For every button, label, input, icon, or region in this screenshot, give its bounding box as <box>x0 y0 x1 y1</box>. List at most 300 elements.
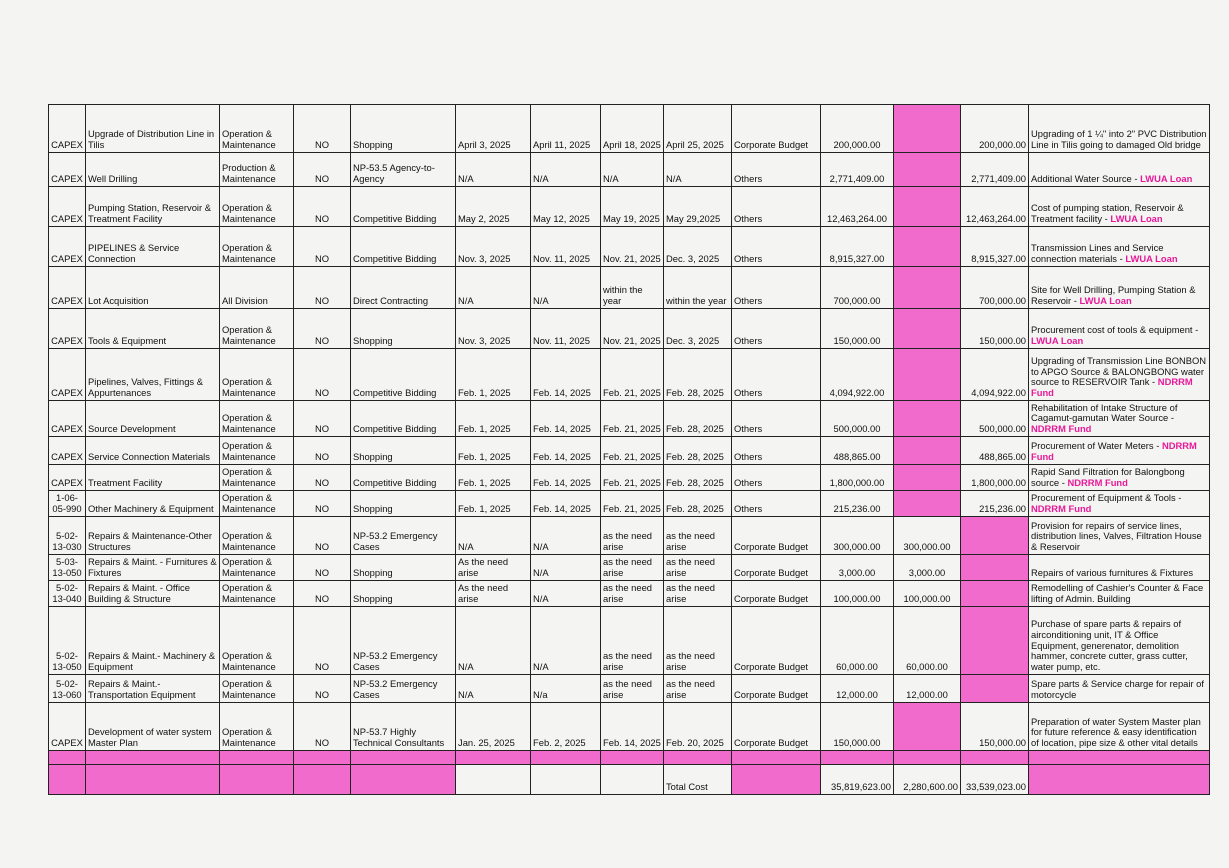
account-code-cell: CAPEX <box>49 227 86 267</box>
bid-opening-date-cell: Feb. 14, 2025 <box>531 465 601 491</box>
advertisement-date-cell: Feb. 1, 2025 <box>456 465 531 491</box>
table-row <box>49 227 1210 267</box>
co-cell: 4,094,922.00 <box>961 349 1029 401</box>
blank-cell <box>86 765 220 795</box>
posting-cell: NO <box>294 267 351 309</box>
project-cell: Tools & Equipment <box>86 309 220 349</box>
advertisement-date-cell: N/A <box>456 675 531 703</box>
notice-of-award-cell: as the need arise <box>601 517 664 555</box>
notice-of-award-cell: as the need arise <box>601 581 664 607</box>
end-user-cell: Operation & Maintenance <box>220 465 294 491</box>
total-budget-cell: 200,000.00 <box>821 105 894 153</box>
table-row <box>49 349 1210 401</box>
contract-signing-cell: as the need arise <box>664 581 732 607</box>
co-cell: 8,915,327.00 <box>961 227 1029 267</box>
source-of-funds-cell: Corporate Budget <box>732 607 821 675</box>
remarks-text: Rapid Sand Filtration for Balongbong source - <box>1031 466 1185 489</box>
spacer-cell <box>86 751 220 765</box>
mooe-cell <box>894 267 961 309</box>
total-budget-cell: 215,236.00 <box>821 491 894 517</box>
project-cell: Development of water system Master Plan <box>86 703 220 751</box>
bid-opening-date-cell: N/A <box>531 153 601 187</box>
total-budget-cell: 488,865.00 <box>821 437 894 465</box>
posting-cell: NO <box>294 227 351 267</box>
procurement-mode-cell: Shopping <box>351 309 456 349</box>
advertisement-date-cell: Feb. 1, 2025 <box>456 349 531 401</box>
spacer-cell <box>1029 751 1210 765</box>
spacer-cell <box>531 751 601 765</box>
blank-cell <box>732 765 821 795</box>
remarks-text: Transmission Lines and Service connection materials - <box>1031 242 1164 265</box>
table-row <box>49 517 1210 555</box>
remarks-text: Cost of pumping station, Reservoir & Treatment facility - <box>1031 202 1184 225</box>
grand-total-cell: 35,819,623.00 <box>821 765 894 795</box>
remarks-text: Remodelling of Cashier's Counter & Face lifting of Admin. Building <box>1031 582 1204 605</box>
total-budget-cell: 60,000.00 <box>821 607 894 675</box>
spacer-cell <box>732 751 821 765</box>
remarks-cell <box>1029 227 1210 267</box>
end-user-cell: Operation & Maintenance <box>220 227 294 267</box>
fund-source-highlight: LWUA Loan <box>1140 173 1193 185</box>
procurement-mode-cell: NP-53.2 Emergency Cases <box>351 517 456 555</box>
blank-cell <box>601 765 664 795</box>
posting-cell: NO <box>294 607 351 675</box>
co-cell: 150,000.00 <box>961 309 1029 349</box>
end-user-cell: Operation & Maintenance <box>220 105 294 153</box>
procurement-mode-cell: NP-53.2 Emergency Cases <box>351 675 456 703</box>
mooe-cell <box>894 437 961 465</box>
project-cell: PIPELINES & Service Connection <box>86 227 220 267</box>
notice-of-award-cell: May 19, 2025 <box>601 187 664 227</box>
co-cell: 500,000.00 <box>961 401 1029 437</box>
contract-signing-cell: as the need arise <box>664 607 732 675</box>
mooe-cell <box>894 401 961 437</box>
source-of-funds-cell: Others <box>732 227 821 267</box>
notice-of-award-cell: Nov. 21, 2025 <box>601 309 664 349</box>
end-user-cell: Operation & Maintenance <box>220 675 294 703</box>
end-user-cell: Operation & Maintenance <box>220 581 294 607</box>
posting-cell: NO <box>294 581 351 607</box>
remarks-cell <box>1029 267 1210 309</box>
end-user-cell: Operation & Maintenance <box>220 555 294 581</box>
remarks-cell <box>1029 607 1210 675</box>
source-of-funds-cell: Corporate Budget <box>732 105 821 153</box>
source-of-funds-cell: Corporate Budget <box>732 703 821 751</box>
end-user-cell: All Division <box>220 267 294 309</box>
bid-opening-date-cell: May 12, 2025 <box>531 187 601 227</box>
source-of-funds-cell: Others <box>732 187 821 227</box>
co-cell: 150,000.00 <box>961 703 1029 751</box>
co-cell: 700,000.00 <box>961 267 1029 309</box>
remarks-cell <box>1029 491 1210 517</box>
fund-source-highlight: LWUA Loan <box>1031 335 1084 347</box>
remarks-cell <box>1029 703 1210 751</box>
contract-signing-cell: Dec. 3, 2025 <box>664 309 732 349</box>
procurement-mode-cell: Direct Contracting <box>351 267 456 309</box>
project-cell: Repairs & Maint.- Machinery & Equipment <box>86 607 220 675</box>
account-code-cell: CAPEX <box>49 349 86 401</box>
remarks-cell <box>1029 401 1210 437</box>
advertisement-date-cell: Nov. 3, 2025 <box>456 227 531 267</box>
blank-cell <box>1029 765 1210 795</box>
co-cell: 12,463,264.00 <box>961 187 1029 227</box>
project-cell: Treatment Facility <box>86 465 220 491</box>
table-row <box>49 607 1210 675</box>
blank-cell <box>456 765 531 795</box>
total-budget-cell: 1,800,000.00 <box>821 465 894 491</box>
procurement-mode-cell: Shopping <box>351 555 456 581</box>
project-cell: Well Drilling <box>86 153 220 187</box>
spacer-cell <box>601 751 664 765</box>
total-budget-cell: 4,094,922.00 <box>821 349 894 401</box>
mooe-cell <box>894 349 961 401</box>
bid-opening-date-cell: N/A <box>531 267 601 309</box>
posting-cell: NO <box>294 349 351 401</box>
spacer-cell <box>821 751 894 765</box>
bid-opening-date-cell: April 11, 2025 <box>531 105 601 153</box>
notice-of-award-cell: as the need arise <box>601 675 664 703</box>
end-user-cell: Operation & Maintenance <box>220 491 294 517</box>
bid-opening-date-cell: N/A <box>531 555 601 581</box>
account-code-cell: CAPEX <box>49 401 86 437</box>
notice-of-award-cell: as the need arise <box>601 607 664 675</box>
project-cell: Service Connection Materials <box>86 437 220 465</box>
procurement-mode-cell: Shopping <box>351 491 456 517</box>
source-of-funds-cell: Corporate Budget <box>732 675 821 703</box>
advertisement-date-cell: Feb. 1, 2025 <box>456 491 531 517</box>
bid-opening-date-cell: Feb. 2, 2025 <box>531 703 601 751</box>
posting-cell: NO <box>294 187 351 227</box>
posting-cell: NO <box>294 437 351 465</box>
spacer-cell <box>664 751 732 765</box>
source-of-funds-cell: Corporate Budget <box>732 555 821 581</box>
account-code-cell: 1-06-05-990 <box>49 491 86 517</box>
bid-opening-date-cell: Nov. 11, 2025 <box>531 227 601 267</box>
bid-opening-date-cell: Feb. 14, 2025 <box>531 349 601 401</box>
posting-cell: NO <box>294 517 351 555</box>
total-budget-cell: 3,000.00 <box>821 555 894 581</box>
co-cell: 215,236.00 <box>961 491 1029 517</box>
posting-cell: NO <box>294 105 351 153</box>
contract-signing-cell: Dec. 3, 2025 <box>664 227 732 267</box>
source-of-funds-cell: Others <box>732 491 821 517</box>
end-user-cell: Operation & Maintenance <box>220 187 294 227</box>
notice-of-award-cell: Feb. 21, 2025 <box>601 401 664 437</box>
account-code-cell: CAPEX <box>49 267 86 309</box>
table-row <box>49 267 1210 309</box>
table-row <box>49 187 1210 227</box>
remarks-text: Upgrading of 1 ¼" into 2" PVC Distribution Line in Tilis going to damaged Old bridge <box>1031 128 1207 151</box>
bid-opening-date-cell: Feb. 14, 2025 <box>531 491 601 517</box>
mooe-cell <box>894 703 961 751</box>
project-cell: Pumping Station, Reservoir & Treatment Facility <box>86 187 220 227</box>
account-code-cell: CAPEX <box>49 153 86 187</box>
procurement-mode-cell: Competitive Bidding <box>351 465 456 491</box>
co-cell <box>961 517 1029 555</box>
procurement-mode-cell: NP-53.5 Agency-to-Agency <box>351 153 456 187</box>
advertisement-date-cell: May 2, 2025 <box>456 187 531 227</box>
account-code-cell: CAPEX <box>49 465 86 491</box>
advertisement-date-cell: As the need arise <box>456 555 531 581</box>
blank-cell <box>220 765 294 795</box>
fund-source-highlight: NDRRM Fund <box>1031 423 1092 435</box>
project-cell: Pipelines, Valves, Fittings & Appurtenances <box>86 349 220 401</box>
account-code-cell: CAPEX <box>49 187 86 227</box>
spacer-cell <box>49 751 86 765</box>
remarks-cell <box>1029 437 1210 465</box>
table-row <box>49 153 1210 187</box>
table-row <box>49 675 1210 703</box>
blank-cell <box>294 765 351 795</box>
total-budget-cell: 700,000.00 <box>821 267 894 309</box>
total-budget-cell: 150,000.00 <box>821 309 894 349</box>
remarks-cell <box>1029 581 1210 607</box>
contract-signing-cell: as the need arise <box>664 517 732 555</box>
contract-signing-cell: Feb. 28, 2025 <box>664 349 732 401</box>
source-of-funds-cell: Corporate Budget <box>732 581 821 607</box>
blank-cell <box>351 765 456 795</box>
total-budget-cell: 2,771,409.00 <box>821 153 894 187</box>
remarks-cell <box>1029 555 1210 581</box>
source-of-funds-cell: Others <box>732 267 821 309</box>
remarks-cell <box>1029 187 1210 227</box>
posting-cell: NO <box>294 491 351 517</box>
posting-cell: NO <box>294 401 351 437</box>
notice-of-award-cell: as the need arise <box>601 555 664 581</box>
advertisement-date-cell: As the need arise <box>456 581 531 607</box>
blank-cell <box>531 765 601 795</box>
notice-of-award-cell: Feb. 21, 2025 <box>601 437 664 465</box>
total-budget-cell: 12,463,264.00 <box>821 187 894 227</box>
posting-cell: NO <box>294 675 351 703</box>
contract-signing-cell: within the year <box>664 267 732 309</box>
remarks-text: Site for Well Drilling, Pumping Station & Reservoir - <box>1031 284 1196 307</box>
mooe-cell <box>894 105 961 153</box>
total-budget-cell: 12,000.00 <box>821 675 894 703</box>
mooe-cell <box>894 153 961 187</box>
remarks-text: Additional Water Source - <box>1031 173 1141 185</box>
advertisement-date-cell: Feb. 1, 2025 <box>456 437 531 465</box>
table-row <box>49 555 1210 581</box>
end-user-cell: Operation & Maintenance <box>220 703 294 751</box>
bid-opening-date-cell: Nov. 11, 2025 <box>531 309 601 349</box>
end-user-cell: Production & Maintenance <box>220 153 294 187</box>
remarks-cell <box>1029 105 1210 153</box>
contract-signing-cell: as the need arise <box>664 555 732 581</box>
spacer-cell <box>456 751 531 765</box>
source-of-funds-cell: Others <box>732 153 821 187</box>
end-user-cell: Operation & Maintenance <box>220 309 294 349</box>
table-row <box>49 465 1210 491</box>
fund-source-highlight: NDRRM Fund <box>1031 440 1197 463</box>
source-of-funds-cell: Others <box>732 465 821 491</box>
advertisement-date-cell: N/A <box>456 153 531 187</box>
posting-cell: NO <box>294 153 351 187</box>
fund-source-highlight: LWUA Loan <box>1110 213 1163 225</box>
table-row <box>49 401 1210 437</box>
notice-of-award-cell: April 18, 2025 <box>601 105 664 153</box>
total-row <box>49 765 1210 795</box>
account-code-cell: 5-02-13-050 <box>49 607 86 675</box>
table-row <box>49 105 1210 153</box>
notice-of-award-cell: N/A <box>601 153 664 187</box>
posting-cell: NO <box>294 555 351 581</box>
procurement-mode-cell: Competitive Bidding <box>351 349 456 401</box>
account-code-cell: 5-02-13-030 <box>49 517 86 555</box>
table-row <box>49 309 1210 349</box>
procurement-mode-cell: NP-53.2 Emergency Cases <box>351 607 456 675</box>
advertisement-date-cell: N/A <box>456 607 531 675</box>
posting-cell: NO <box>294 465 351 491</box>
fund-source-highlight: LWUA Loan <box>1079 295 1132 307</box>
procurement-mode-cell: NP-53.7 Highly Technical Consultants <box>351 703 456 751</box>
contract-signing-cell: Feb. 28, 2025 <box>664 491 732 517</box>
table-row <box>49 703 1210 751</box>
account-code-cell: CAPEX <box>49 309 86 349</box>
remarks-text: Preparation of water System Master plan for future reference & easy identification of location, pipe size & other vital details <box>1031 715 1201 749</box>
procurement-mode-cell: Shopping <box>351 105 456 153</box>
procurement-table <box>48 104 1210 795</box>
notice-of-award-cell: Nov. 21, 2025 <box>601 227 664 267</box>
procurement-mode-cell: Shopping <box>351 437 456 465</box>
co-cell <box>961 607 1029 675</box>
contract-signing-cell: Feb. 28, 2025 <box>664 437 732 465</box>
co-cell: 200,000.00 <box>961 105 1029 153</box>
remarks-cell <box>1029 465 1210 491</box>
account-code-cell: 5-02-13-040 <box>49 581 86 607</box>
fund-source-highlight: NDRRM Fund <box>1067 477 1128 489</box>
mooe-cell: 12,000.00 <box>894 675 961 703</box>
notice-of-award-cell: Feb. 14, 2025 <box>601 703 664 751</box>
project-cell: Repairs & Maintenance-Other Structures <box>86 517 220 555</box>
bid-opening-date-cell: N/A <box>531 607 601 675</box>
bid-opening-date-cell: Feb. 14, 2025 <box>531 437 601 465</box>
mooe-cell <box>894 491 961 517</box>
mooe-cell <box>894 227 961 267</box>
source-of-funds-cell: Others <box>732 401 821 437</box>
mooe-cell <box>894 309 961 349</box>
co-cell: 2,771,409.00 <box>961 153 1029 187</box>
account-code-cell: 5-03-13-050 <box>49 555 86 581</box>
contract-signing-cell: Feb. 28, 2025 <box>664 465 732 491</box>
spacer-cell <box>894 751 961 765</box>
mooe-cell <box>894 187 961 227</box>
contract-signing-cell: May 29,2025 <box>664 187 732 227</box>
notice-of-award-cell: Feb. 21, 2025 <box>601 491 664 517</box>
source-of-funds-cell: Others <box>732 309 821 349</box>
remarks-cell <box>1029 153 1210 187</box>
advertisement-date-cell: Jan. 25, 2025 <box>456 703 531 751</box>
end-user-cell: Operation & Maintenance <box>220 401 294 437</box>
procurement-mode-cell: Competitive Bidding <box>351 401 456 437</box>
bid-opening-date-cell: Feb. 14, 2025 <box>531 401 601 437</box>
remarks-text: Procurement of Equipment & Tools - <box>1031 492 1182 504</box>
account-code-cell: CAPEX <box>49 105 86 153</box>
contract-signing-cell: April 25, 2025 <box>664 105 732 153</box>
table-row <box>49 581 1210 607</box>
co-cell: 1,800,000.00 <box>961 465 1029 491</box>
procurement-mode-cell: Competitive Bidding <box>351 187 456 227</box>
project-cell: Other Machinery & Equipment <box>86 491 220 517</box>
mooe-cell: 60,000.00 <box>894 607 961 675</box>
remarks-text: Procurement cost of tools & equipment - <box>1031 324 1199 336</box>
co-cell <box>961 555 1029 581</box>
advertisement-date-cell: N/A <box>456 267 531 309</box>
mooe-total-cell: 2,280,600.00 <box>894 765 961 795</box>
remarks-text: Procurement of Water Meters - <box>1031 440 1162 452</box>
spacer-cell <box>961 751 1029 765</box>
procurement-mode-cell: Competitive Bidding <box>351 227 456 267</box>
end-user-cell: Operation & Maintenance <box>220 607 294 675</box>
blank-cell <box>49 765 86 795</box>
total-budget-cell: 300,000.00 <box>821 517 894 555</box>
source-of-funds-cell: Others <box>732 437 821 465</box>
spacer-cell <box>220 751 294 765</box>
spacer-cell <box>351 751 456 765</box>
project-cell: Lot Acquisition <box>86 267 220 309</box>
contract-signing-cell: as the need arise <box>664 675 732 703</box>
account-code-cell: CAPEX <box>49 703 86 751</box>
notice-of-award-cell: Feb. 21, 2025 <box>601 349 664 401</box>
remarks-text: Rehabilitation of Intake Structure of Cagamut-gamutan Water Source - <box>1031 401 1178 424</box>
notice-of-award-cell: within the year <box>601 267 664 309</box>
project-cell: Upgrade of Distribution Line in Tilis <box>86 105 220 153</box>
remarks-text: Provision for repairs of service lines, distribution lines, Valves, Filtration House & Reservoir <box>1031 519 1202 553</box>
fund-source-highlight: NDRRM Fund <box>1031 503 1092 515</box>
spacer-cell <box>294 751 351 765</box>
remarks-text: Repairs of various furnitures & Fixtures <box>1031 567 1194 579</box>
posting-cell: NO <box>294 703 351 751</box>
end-user-cell: Operation & Maintenance <box>220 437 294 465</box>
spacer-row <box>49 751 1210 765</box>
table-row <box>49 491 1210 517</box>
project-cell: Source Development <box>86 401 220 437</box>
notice-of-award-cell: Feb. 21, 2025 <box>601 465 664 491</box>
end-user-cell: Operation & Maintenance <box>220 349 294 401</box>
total-budget-cell: 8,915,327.00 <box>821 227 894 267</box>
fund-source-highlight: LWUA Loan <box>1125 253 1178 265</box>
advertisement-date-cell: N/A <box>456 517 531 555</box>
mooe-cell <box>894 465 961 491</box>
co-total-cell: 33,539,023.00 <box>961 765 1029 795</box>
total-budget-cell: 150,000.00 <box>821 703 894 751</box>
mooe-cell: 300,000.00 <box>894 517 961 555</box>
advertisement-date-cell: April 3, 2025 <box>456 105 531 153</box>
remarks-text: Upgrading of Transmission Line BONBON to APGO Source & BALONGBONG water source to RESERVOIR Tank - <box>1031 354 1207 388</box>
bid-opening-date-cell: N/a <box>531 675 601 703</box>
source-of-funds-cell: Corporate Budget <box>732 517 821 555</box>
bid-opening-date-cell: N/A <box>531 517 601 555</box>
advertisement-date-cell: Feb. 1, 2025 <box>456 401 531 437</box>
remarks-cell <box>1029 309 1210 349</box>
remarks-cell <box>1029 349 1210 401</box>
project-cell: Repairs & Maint. - Office Building & Structure <box>86 581 220 607</box>
remarks-cell <box>1029 517 1210 555</box>
procurement-mode-cell: Shopping <box>351 581 456 607</box>
remarks-text: Purchase of spare parts & repairs of airconditioning unit, IT & Office Equipment, generenator, demolition hammer, concrete cutter, grass cutter, water pump, etc. <box>1031 617 1188 673</box>
advertisement-date-cell: Nov. 3, 2025 <box>456 309 531 349</box>
co-cell: 488,865.00 <box>961 437 1029 465</box>
contract-signing-cell: N/A <box>664 153 732 187</box>
project-cell: Repairs & Maint.- Transportation Equipment <box>86 675 220 703</box>
mooe-cell: 3,000.00 <box>894 555 961 581</box>
contract-signing-cell: Feb. 28, 2025 <box>664 401 732 437</box>
fund-source-highlight: NDRRM Fund <box>1031 376 1193 399</box>
mooe-cell: 100,000.00 <box>894 581 961 607</box>
total-budget-cell: 100,000.00 <box>821 581 894 607</box>
source-of-funds-cell: Others <box>732 349 821 401</box>
account-code-cell: CAPEX <box>49 437 86 465</box>
